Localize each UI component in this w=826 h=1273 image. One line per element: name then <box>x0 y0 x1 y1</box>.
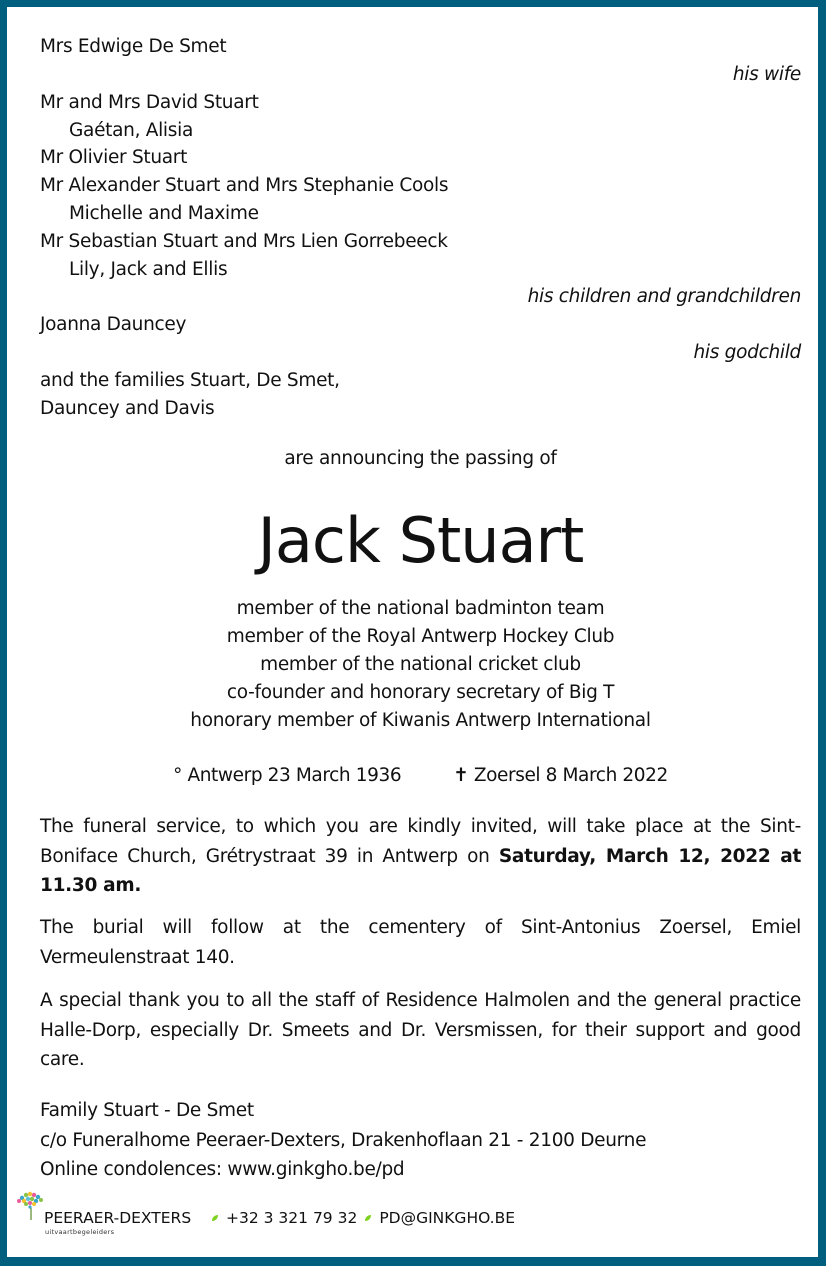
families-line: Dauncey and Davis <box>40 398 215 419</box>
funeral-home-brand: PEERAER-DEXTERS <box>44 1209 192 1227</box>
funeral-text: The funeral service, to which you are kindly invited, will take place at the Sint-Boniface Church, Grétrystraat 39 in Antwerp on <box>40 816 801 867</box>
deceased-name: Jack Stuart <box>257 504 584 577</box>
obituary-content <box>40 7 801 1273</box>
footer-email[interactable]: PD@GINKGHO.BE <box>379 1209 516 1227</box>
footer-phone[interactable]: +32 3 321 79 32 <box>226 1209 358 1227</box>
wife-role: his wife <box>732 64 801 85</box>
burial-paragraph: The burial will follow at the cementery of Sint-Antonius Zoersel, Emiel Vermeulenstraat 140. <box>40 917 801 968</box>
child-name: Mr Alexander Stuart and Mrs Stephanie Cools <box>40 175 449 196</box>
godchild-role: his godchild <box>693 342 801 363</box>
cross-icon: ✝ <box>453 765 469 786</box>
announcement-text: are announcing the passing of <box>284 448 557 469</box>
membership-line: honorary member of Kiwanis Antwerp International <box>190 710 651 731</box>
leaf-icon <box>364 1214 372 1222</box>
condolences-link[interactable]: Online condolences: www.ginkgho.be/pd <box>40 1159 405 1180</box>
funeral-home-tagline: uitvaartbegeleiders <box>45 1228 115 1236</box>
grandchildren-names: Michelle and Maxime <box>69 203 259 224</box>
grandchildren-names: Gaétan, Alisia <box>69 120 193 141</box>
wife-name: Mrs Edwige De Smet <box>40 36 227 57</box>
membership-line: co-founder and honorary secretary of Big T <box>226 682 615 703</box>
membership-line: member of the Royal Antwerp Hockey Club <box>226 626 615 647</box>
child-name: Mr Olivier Stuart <box>40 147 188 168</box>
death-date: Zoersel 8 March 2022 <box>473 765 668 786</box>
families-line: and the families Stuart, De Smet, <box>40 370 340 391</box>
footer-contact <box>204 1209 515 1227</box>
membership-line: member of the national cricket club <box>260 654 581 675</box>
godchild-name: Joanna Dauncey <box>40 314 187 335</box>
child-name: Mr Sebastian Stuart and Mrs Lien Gorrebeeck <box>40 231 448 252</box>
grandchildren-names: Lily, Jack and Ellis <box>69 259 228 280</box>
birth-date: Antwerp 23 March 1936 <box>187 765 402 786</box>
membership-line: member of the national badminton team <box>236 598 605 619</box>
funeral-home-address: c/o Funeralhome Peeraer-Dexters, Drakenhoflaan 21 - 2100 Deurne <box>40 1130 647 1151</box>
funeral-paragraph <box>40 812 801 901</box>
thanks-paragraph: A special thank you to all the staff of Residence Halmolen and the general practice Halle-Dorp, especially Dr. Smeets and Dr. Versmissen, for their support and good care. <box>40 990 801 1070</box>
birth-symbol-icon: ° <box>173 765 182 786</box>
life-dates <box>40 765 801 787</box>
children-role: his children and grandchildren <box>527 286 801 307</box>
funeral-home-footer <box>12 1190 572 1235</box>
family-signature: Family Stuart - De Smet <box>40 1100 254 1121</box>
leaf-icon <box>211 1214 219 1222</box>
funeral-datetime: Saturday, March 12, 2022 at 11.30 am. <box>40 845 801 896</box>
child-name: Mr and Mrs David Stuart <box>40 92 259 113</box>
